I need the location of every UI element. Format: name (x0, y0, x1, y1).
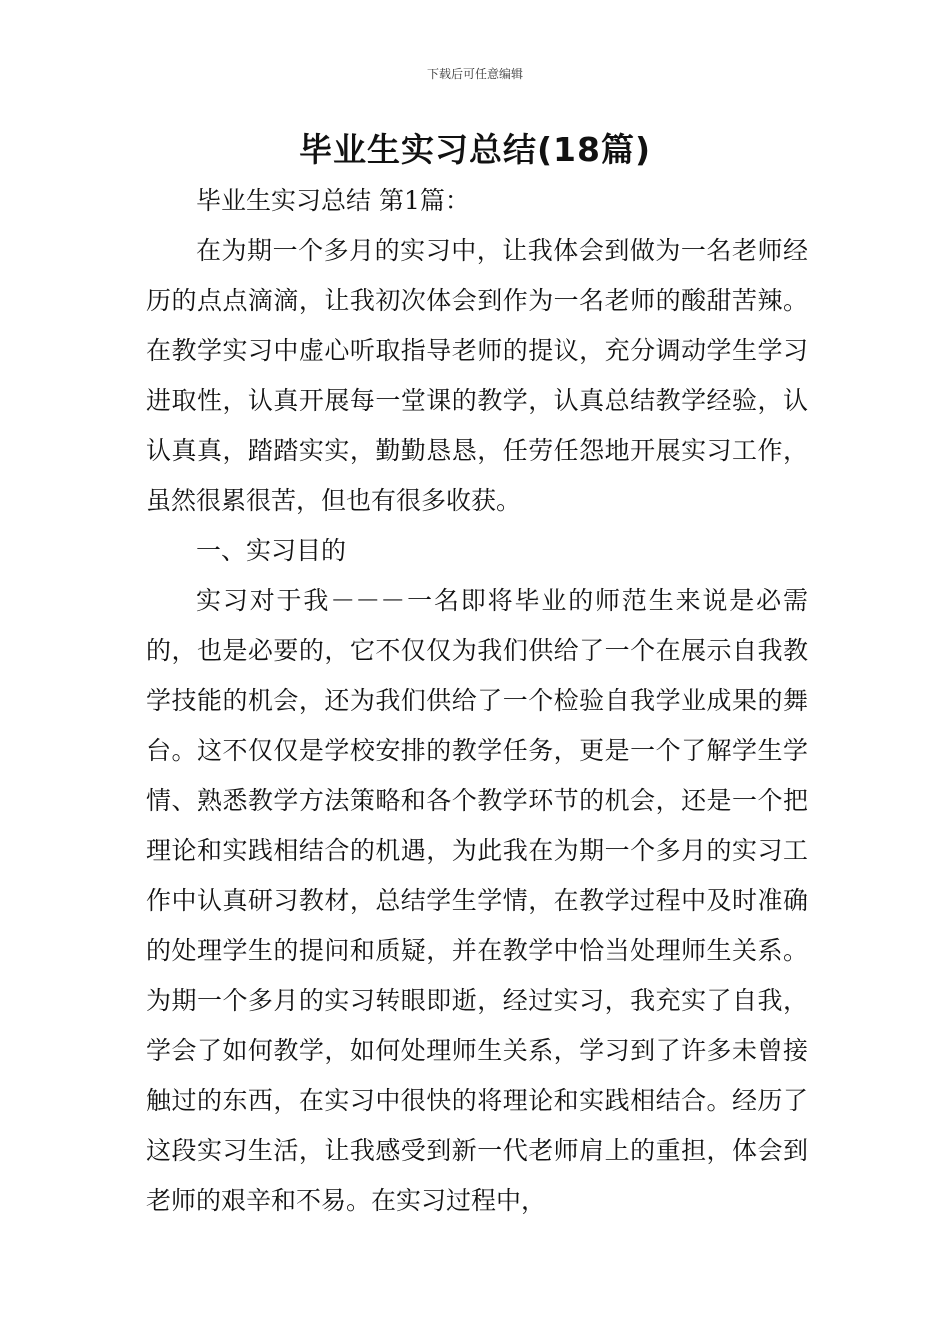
paragraph: 实习对于我－－－一名即将毕业的师范生来说是必需的，也是必要的，它不仅仅为我们供给了一个在展示自我教学技能的机会，还为我们供给了一个检验自我学业成果的舞台。这不仅仅是学校安排的教学任务，更是一个了解学生学情、熟悉教学方法策略和各个教学环节的机会，还是一个把理论和实践相结合的机遇，为此我在为期一个多月的实习工作中认真研习教材，总结学生学情，在教学过程中及时准确的处理学生的提问和质疑，并在教学中恰当处理师生关系。为期一个多月的实习转眼即逝，经过实习，我充实了自我，学会了如何教学，如何处理师生关系，学习到了许多未曾接触过的东西，在实习中很快的将理论和实践相结合。经历了这段实习生活，让我感受到新一代老师肩上的重担，体会到老师的艰辛和不易。在实习过程中， (146, 586, 808, 1215)
document-body (146, 176, 808, 1226)
document-title: 毕业生实习总结(18篇) (298, 130, 652, 169)
subheading: 一、实习目的 (196, 536, 347, 565)
section-heading: 毕业生实习总结 第1篇： (196, 186, 470, 215)
paragraph: 在为期一个多月的实习中，让我体会到做为一名老师经历的点点滴滴，让我初次体会到作为一名老师的酸甜苦辣。在教学实习中虚心听取指导老师的提议，充分调动学生学习进取性，认真开展每一堂课的教学，认真总结教学经验，认认真真，踏踏实实，勤勤恳恳，任劳任怨地开展实习工作，虽然很累很苦，但也有很多收获。 (146, 236, 808, 515)
header-note: 下载后可任意编辑 (426, 67, 523, 81)
